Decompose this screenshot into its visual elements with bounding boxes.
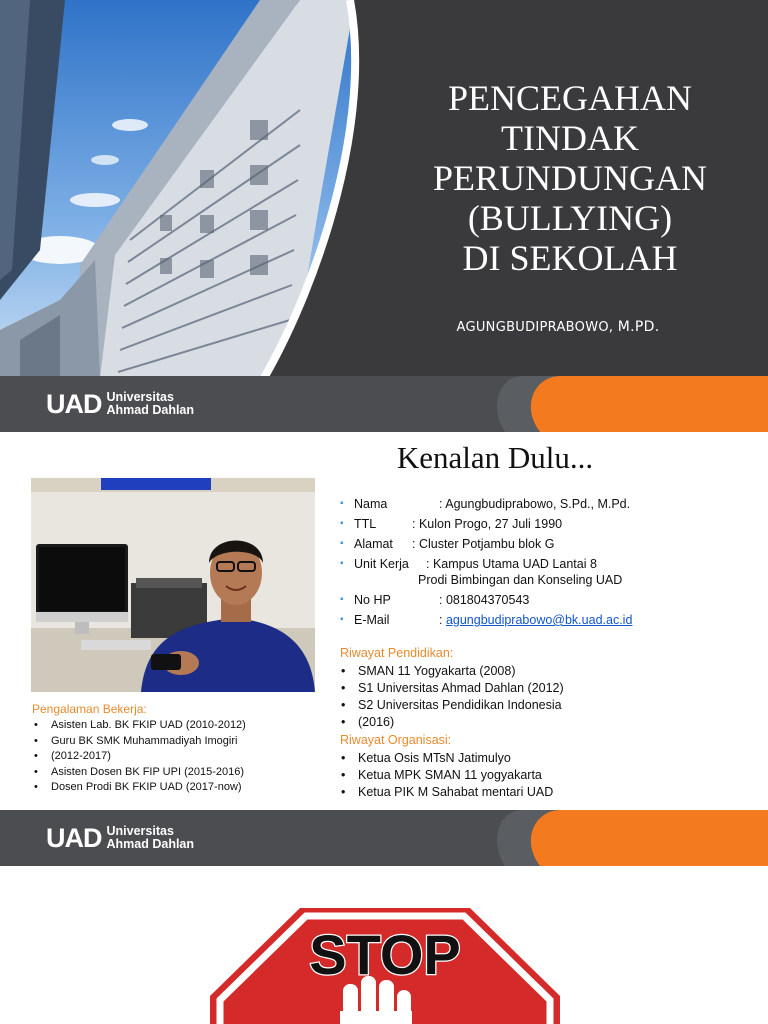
presenter-name	[400, 319, 716, 335]
alamat-value: : Cluster Potjambu blok G	[412, 537, 555, 551]
list-item: • Guru BK SMK Muhammadiyah Imogiri	[31, 734, 291, 750]
unit-kerja-value: : Kampus Utama UAD Lantai 8	[426, 557, 597, 571]
uad-logo-mark: UAD	[46, 823, 102, 853]
profile-row-email	[338, 613, 758, 633]
profile-row-ttl	[338, 517, 758, 537]
uad-logo	[46, 824, 194, 852]
uad-logo-mark: UAD	[46, 389, 102, 419]
organisasi-list	[338, 750, 598, 801]
nama-value: : Agungbudiprabowo, S.Pd., M.Pd.	[439, 497, 631, 511]
profile-row-hp	[338, 593, 758, 613]
list-item: • Asisten Dosen BK FIP UPI (2015-2016)	[31, 765, 291, 781]
list-item: • Ketua MPK SMAN 11 yogyakarta	[338, 767, 598, 784]
list-item: • S2 Universitas Pendidikan Indonesia	[338, 697, 598, 714]
profile-row-nama	[338, 497, 758, 517]
uad-logo-name	[107, 825, 195, 851]
title-line: (BULLYING)	[467, 198, 673, 238]
list-item-continuation	[31, 749, 291, 765]
nama-label: Nama	[354, 497, 388, 511]
email-value	[439, 613, 632, 628]
uad-logo-line2: Ahmad Dahlan	[106, 403, 195, 417]
pendidikan-list	[338, 663, 598, 731]
list-item: • SMAN 11 Yogyakarta (2008)	[338, 663, 598, 680]
profile-row-unit-kerja	[338, 557, 758, 593]
bullet-icon: ▪	[340, 518, 344, 529]
pengalaman-list	[31, 718, 291, 796]
pendidikan-heading: Riwayat Pendidikan:	[340, 646, 454, 660]
hp-value: : 081804370543	[439, 593, 530, 607]
list-item: • Asisten Lab. BK FKIP UAD (2010-2012)	[31, 718, 291, 734]
uad-logo	[46, 390, 194, 418]
unit-kerja-value-line2: Prodi Bimbingan dan Konseling UAD	[418, 573, 623, 587]
list-item: • Ketua Osis MTsN Jatimulyo	[338, 750, 598, 767]
footer-band	[0, 810, 768, 866]
bullet-icon: ▪	[340, 538, 344, 549]
bullet-icon: ▪	[340, 558, 344, 569]
title-line: DI SEKOLAH	[462, 238, 678, 278]
stop-slide	[0, 866, 768, 1024]
title-slide	[0, 0, 768, 432]
uad-logo-line2: Ahmad Dahlan	[106, 837, 195, 851]
bullet-icon: ▪	[340, 594, 344, 605]
footer-band	[0, 376, 768, 432]
presenter-degree: M.PD.	[617, 319, 660, 335]
pengalaman-heading: Pengalaman Bekerja:	[32, 702, 147, 716]
list-item: • Ketua PIK M Sahabat mentari UAD	[338, 784, 598, 801]
list-item: • S1 Universitas Ahmad Dahlan (2012)	[338, 680, 598, 697]
title-line: PERUNDUNGAN	[432, 158, 707, 198]
campus-building-photo	[0, 0, 370, 378]
profile-slide	[0, 432, 768, 866]
organisasi-heading: Riwayat Organisasi:	[340, 733, 452, 747]
hp-label: No HP	[354, 593, 391, 607]
bullet-icon: ▪	[340, 614, 344, 625]
list-item-continuation	[338, 714, 598, 731]
email-link[interactable]: agungbudiprabowo@bk.uad.ac.id	[445, 613, 633, 627]
title-line: PENCEGAHAN	[447, 78, 692, 118]
presenter-photo	[31, 478, 315, 692]
alamat-label: Alamat	[354, 537, 393, 551]
stop-text: STOP	[309, 923, 461, 986]
profile-row-alamat	[338, 537, 758, 557]
presentation-title	[400, 78, 740, 278]
list-item: • Dosen Prodi BK FKIP UAD (2017-now)	[31, 780, 291, 796]
profile-info	[338, 497, 758, 633]
title-line: TINDAK	[501, 118, 639, 158]
email-prefix: :	[439, 613, 446, 627]
ttl-label: TTL	[354, 517, 377, 531]
stop-sign-graphic	[0, 866, 768, 1024]
uad-logo-line1: Universitas	[106, 824, 174, 838]
list-item-continuation-text: (2016)	[358, 715, 395, 729]
email-label: E-Mail	[354, 613, 390, 627]
uad-logo-line1: Universitas	[106, 390, 174, 404]
slide-heading: Kenalan Dulu...	[396, 440, 594, 475]
bullet-icon: ▪	[340, 498, 344, 509]
presenter-name-text: AGUNGBUDIPRABOWO,	[456, 320, 614, 335]
uad-logo-name	[107, 391, 195, 417]
list-item-continuation-text: (2012-2017)	[51, 750, 111, 762]
unit-kerja-label: Unit Kerja	[354, 557, 409, 571]
ttl-value: : Kulon Progo, 27 Juli 1990	[412, 517, 563, 531]
